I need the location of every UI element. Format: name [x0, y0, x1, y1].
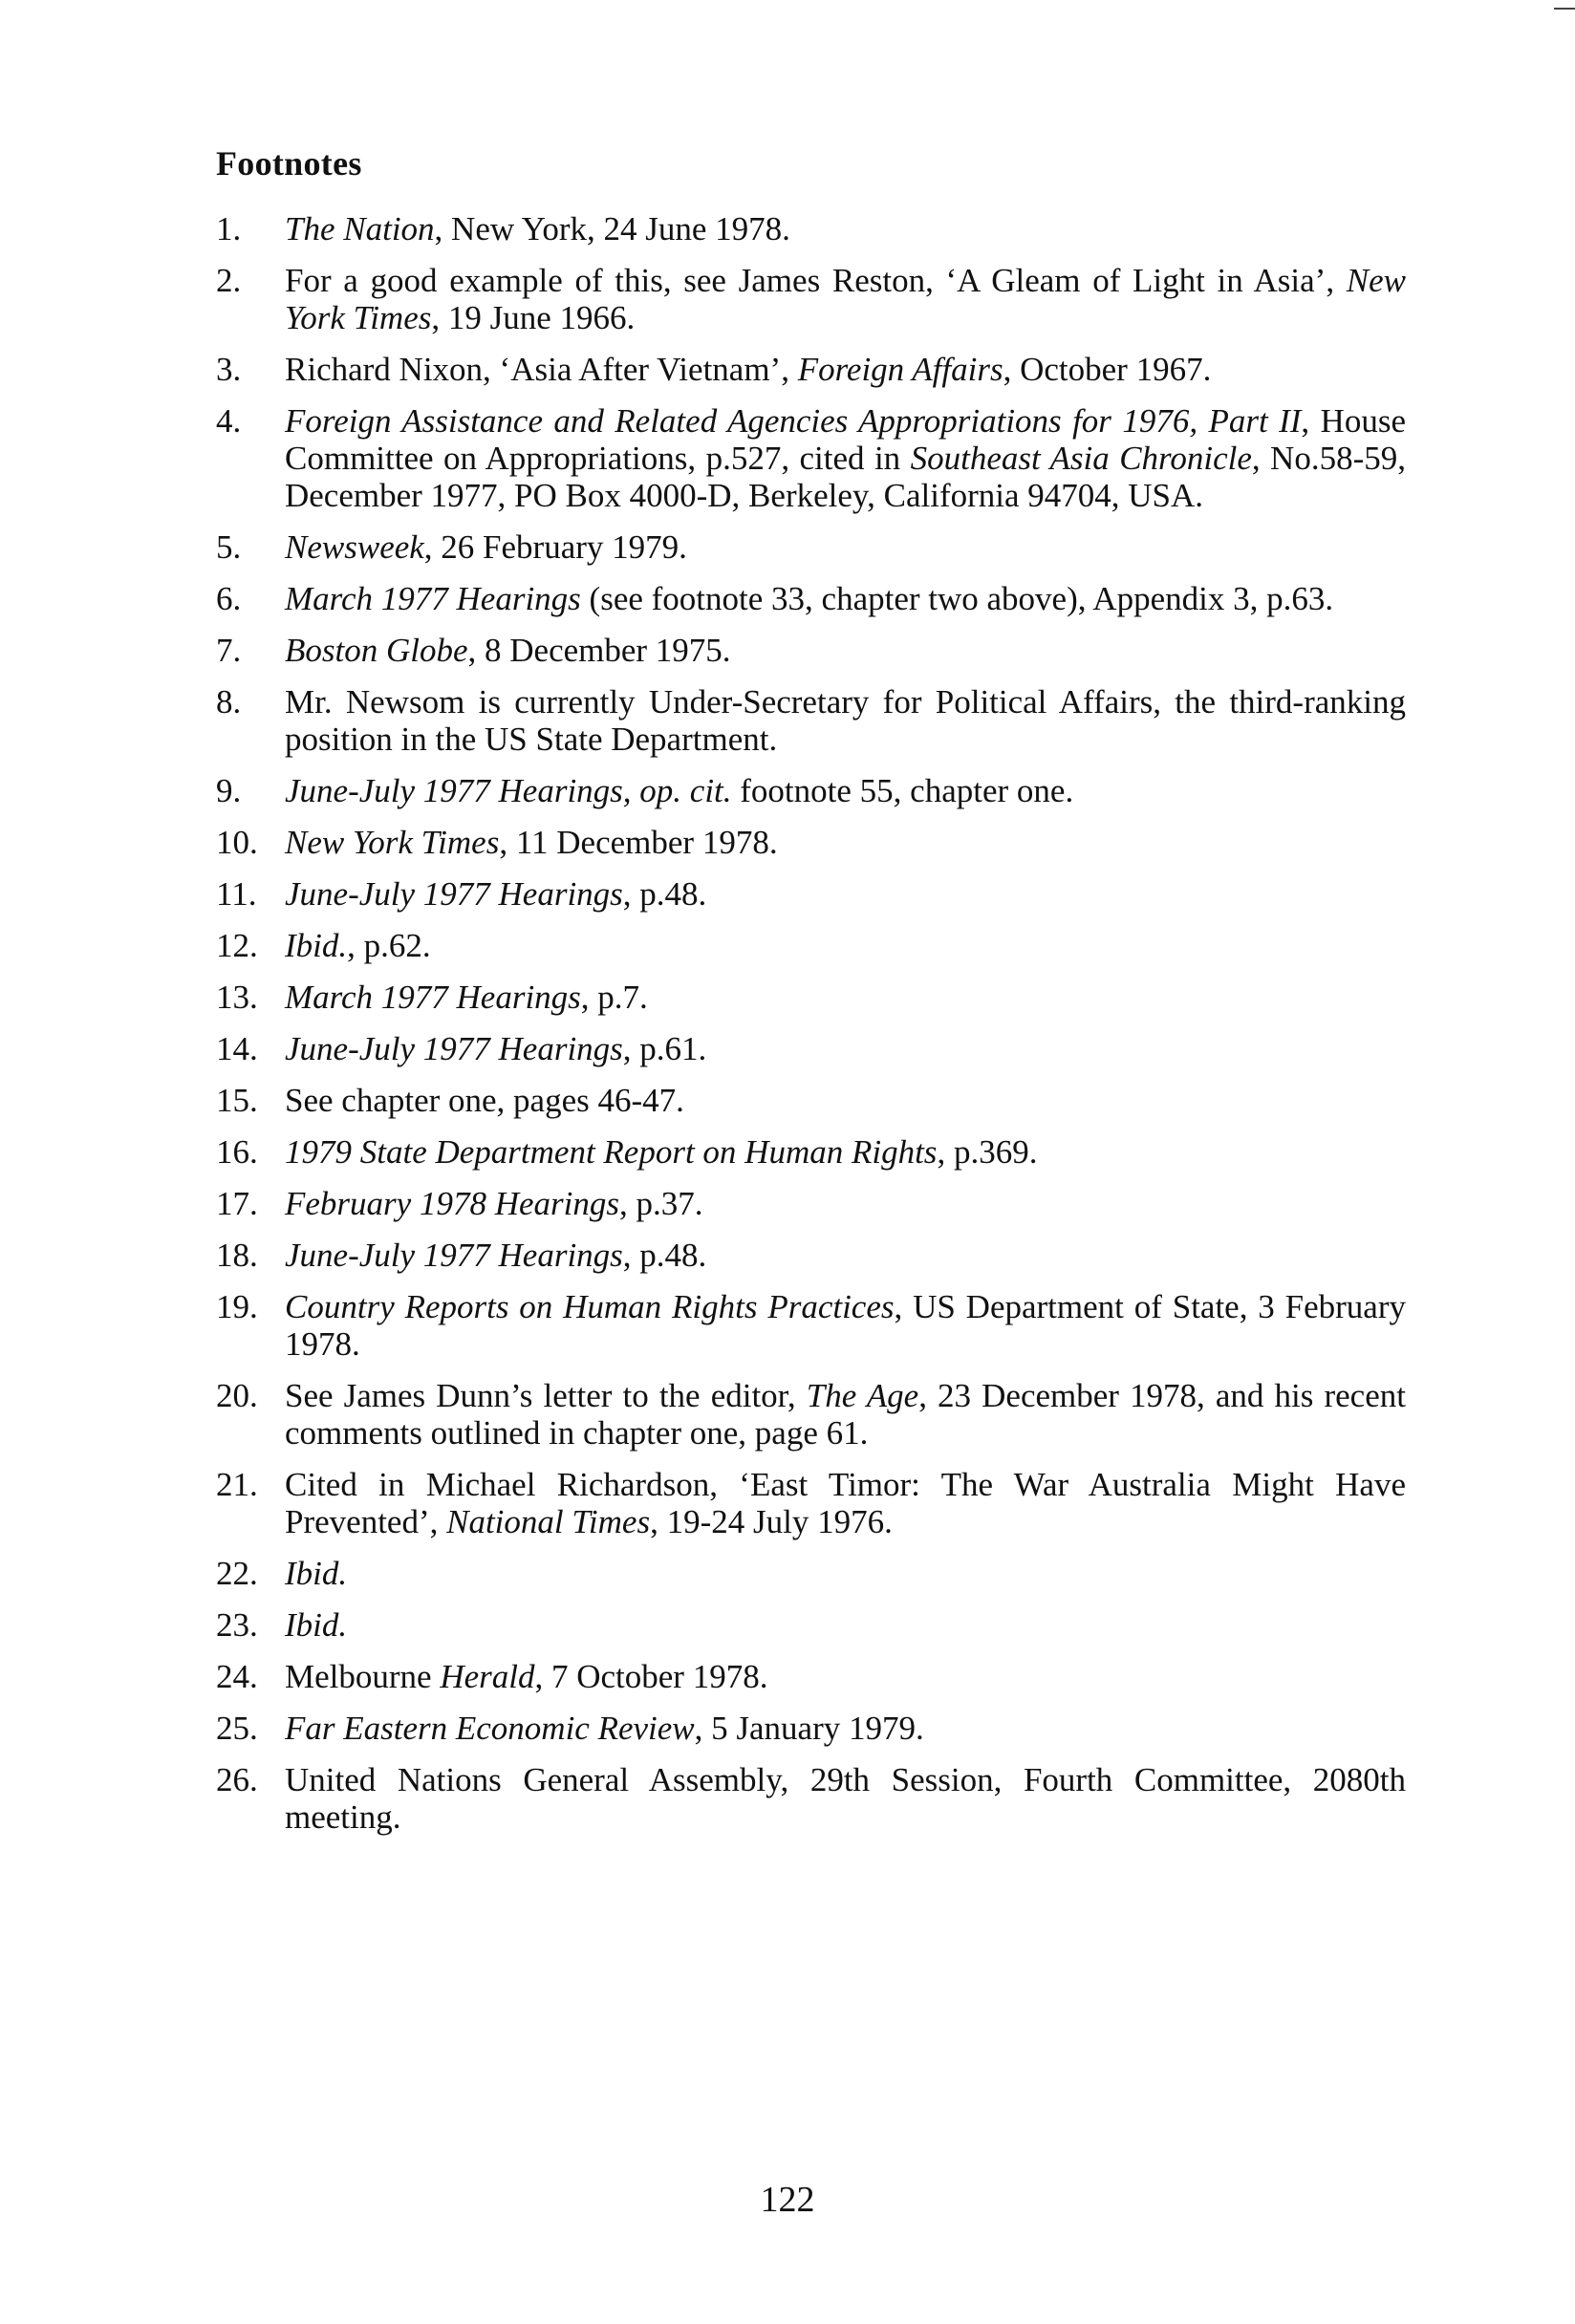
footnote-title-italic: Country Reports on Human Rights Practices [285, 1288, 895, 1325]
footnote-text-run: , p.62. [347, 927, 431, 964]
footnote-text-run: United Nations General Assembly, 29th Session, Fourth Committee, 2080th meeting. [285, 1761, 1406, 1836]
footnote-title-italic: National Times [446, 1503, 651, 1540]
footnote-item [216, 632, 1406, 669]
footnote-text [285, 772, 1406, 809]
footnote-title-italic: Newsweek [285, 528, 424, 566]
footnote-item [216, 1377, 1406, 1452]
footnote-text-run: Cited in Michael Richardson, ‘East Timor: The War Australia Might Have Prevented’, [285, 1466, 1406, 1540]
footnote-text [285, 1466, 1406, 1540]
footnote-text-run: , 8 December 1975. [467, 632, 731, 669]
footnote-text [285, 1288, 1406, 1363]
footnote-title-italic: June-July 1977 Hearings, op. cit. [285, 772, 732, 809]
footnote-text-run: , p.48. [622, 875, 707, 913]
footnote-text [285, 632, 1406, 669]
footnote-text [285, 1082, 1406, 1119]
footnote-item [216, 580, 1406, 617]
footnote-item [216, 683, 1406, 758]
footnote-text [285, 262, 1406, 336]
footnote-number: 14. [216, 1030, 258, 1067]
footnote-text-run: , 5 January 1979. [694, 1710, 924, 1747]
footnote-text [285, 1237, 1406, 1274]
footnote-text [285, 979, 1406, 1016]
footnote-text [285, 1030, 1406, 1067]
footnote-item [216, 979, 1406, 1016]
footnote-text-run: , No.58-59, December 1977, PO Box 4000-D, Berkeley, California 94704, USA. [285, 440, 1406, 514]
footnote-title-italic: June-July 1977 Hearings [285, 1030, 623, 1067]
footnote-text-run: , p.369. [937, 1133, 1038, 1171]
footnote-item [216, 1030, 1406, 1067]
footnote-text-run: , House Committee on Appropriations, p.527, cited in [285, 402, 1406, 477]
footnote-text-run: footnote 55, chapter one. [731, 772, 1074, 809]
footnote-item [216, 1555, 1406, 1592]
footnote-text-run: , 19-24 July 1976. [650, 1503, 893, 1540]
footnote-item [216, 1185, 1406, 1222]
footnote-number: 3. [216, 351, 242, 388]
footnote-text [285, 875, 1406, 913]
footnote-text-run: , 19 June 1966. [431, 299, 636, 336]
footnote-item [216, 927, 1406, 964]
footnote-number: 7. [216, 632, 242, 669]
footnote-title-italic: Foreign Affairs [797, 351, 1003, 388]
footnote-title-italic: March 1977 Hearings [285, 979, 581, 1016]
footnote-item [216, 772, 1406, 809]
footnote-text [285, 351, 1406, 388]
footnote-title-italic: Ibid. [285, 1606, 348, 1644]
footnote-list [216, 210, 1406, 1850]
footnote-item [216, 875, 1406, 913]
footnote-title-italic: June-July 1977 Hearings [285, 1237, 623, 1274]
footnote-title-italic: Far Eastern Economic Review [285, 1710, 695, 1747]
footnote-number: 1. [216, 210, 242, 247]
footnote-item [216, 1082, 1406, 1119]
footnote-title-italic: February 1978 Hearings [285, 1185, 619, 1222]
footnote-item [216, 1658, 1406, 1695]
footnote-text [285, 1555, 1406, 1592]
footnote-text-run: , p.37. [618, 1185, 703, 1222]
footnote-item [216, 351, 1406, 388]
footnote-number: 12. [216, 927, 258, 964]
footnote-item [216, 1710, 1406, 1747]
footnote-text-run: See chapter one, pages 46-47. [285, 1082, 684, 1119]
footnote-text-run: , US Department of State, 3 February 1978. [285, 1288, 1406, 1363]
footnote-text [285, 1761, 1406, 1836]
footnote-title-italic: Ibid. [285, 927, 348, 964]
footnote-item [216, 1288, 1406, 1363]
footnote-item [216, 1606, 1406, 1644]
footnote-text [285, 580, 1406, 617]
footnote-title-italic: Ibid. [285, 1555, 348, 1592]
footnote-title-italic: New York Times [285, 824, 500, 861]
footnote-text-run: , New York, 24 June 1978. [434, 210, 790, 247]
footnote-text-run: Mr. Newsom is currently Under-Secretary for Political Affairs, the third-ranking position in the US State Department. [285, 683, 1406, 758]
footnote-title-italic: The Nation [285, 210, 435, 247]
footnote-text-run: , 26 February 1979. [423, 528, 687, 566]
footnote-text [285, 1606, 1406, 1644]
footnote-number: 16. [216, 1133, 258, 1171]
footnote-item [216, 1237, 1406, 1274]
footnote-number: 21. [216, 1466, 258, 1503]
footnote-number: 15. [216, 1082, 258, 1119]
footnote-number: 10. [216, 824, 258, 861]
footnote-title-italic: The Age [806, 1377, 919, 1414]
footnote-item [216, 402, 1406, 514]
footnote-text [285, 927, 1406, 964]
footnote-title-italic: New York Times [285, 262, 1406, 336]
footnote-number: 11. [216, 875, 257, 913]
footnote-title-italic: Southeast Asia Chronicle [910, 440, 1252, 477]
footnote-number: 13. [216, 979, 258, 1016]
footnote-text [285, 683, 1406, 758]
footnote-item [216, 528, 1406, 566]
footnote-text-run: See James Dunn’s letter to the editor, [285, 1377, 807, 1414]
footnote-text [285, 528, 1406, 566]
footnote-text-run: Melbourne [285, 1658, 441, 1695]
footnote-number: 2. [216, 262, 242, 299]
footnote-text-run: , October 1967. [1003, 351, 1212, 388]
footnote-text-run: , 11 December 1978. [499, 824, 778, 861]
footnote-text-run: , 7 October 1978. [534, 1658, 768, 1695]
footnote-title-italic: June-July 1977 Hearings [285, 875, 623, 913]
footnote-number: 19. [216, 1288, 258, 1325]
footnote-title-italic: Herald [440, 1658, 535, 1695]
footnote-number: 25. [216, 1710, 258, 1747]
footnote-number: 20. [216, 1377, 258, 1414]
footnote-number: 17. [216, 1185, 258, 1222]
scan-edge-mark [1554, 8, 1575, 10]
page-number: 122 [760, 2180, 815, 2220]
footnote-text-run: For a good example of this, see James Reston, ‘A Gleam of Light in Asia’, [285, 262, 1347, 299]
footnote-text-run: , 23 December 1978, and his recent comments outlined in chapter one, page 61. [285, 1377, 1406, 1452]
footnote-title-italic: Foreign Assistance and Related Agencies Appropriations for 1976, Part II [285, 402, 1302, 440]
footnote-number: 4. [216, 402, 242, 440]
footnote-item [216, 262, 1406, 336]
footnote-item [216, 1133, 1406, 1171]
footnote-text [285, 1377, 1406, 1452]
footnote-text [285, 1185, 1406, 1222]
footnote-title-italic: Boston Globe [285, 632, 468, 669]
footnote-text-run: (see footnote 33, chapter two above), Appendix 3, p.63. [580, 580, 1334, 617]
footnote-text [285, 1710, 1406, 1747]
footnote-number: 6. [216, 580, 242, 617]
footnote-item [216, 210, 1406, 247]
footnotes-heading: Footnotes [216, 144, 362, 183]
footnote-text-run: , p.7. [580, 979, 648, 1016]
footnote-text-run: Richard Nixon, ‘Asia After Vietnam’, [285, 351, 798, 388]
footnote-number: 5. [216, 528, 242, 566]
footnote-number: 8. [216, 683, 242, 721]
footnote-item [216, 824, 1406, 861]
footnote-text [285, 1658, 1406, 1695]
footnote-text [285, 210, 1406, 247]
footnote-text-run: , p.61. [622, 1030, 707, 1067]
footnote-number: 22. [216, 1555, 258, 1592]
footnote-text-run: , p.48. [622, 1237, 707, 1274]
footnote-number: 24. [216, 1658, 258, 1695]
footnote-title-italic: March 1977 Hearings [285, 580, 581, 617]
footnote-item [216, 1761, 1406, 1836]
footnote-number: 9. [216, 772, 242, 809]
footnote-text [285, 402, 1406, 514]
footnote-item [216, 1466, 1406, 1540]
footnote-text [285, 1133, 1406, 1171]
footnote-number: 18. [216, 1237, 258, 1274]
footnote-title-italic: 1979 State Department Report on Human Rights [285, 1133, 938, 1171]
footnote-number: 26. [216, 1761, 258, 1798]
footnote-number: 23. [216, 1606, 258, 1644]
footnote-text [285, 824, 1406, 861]
